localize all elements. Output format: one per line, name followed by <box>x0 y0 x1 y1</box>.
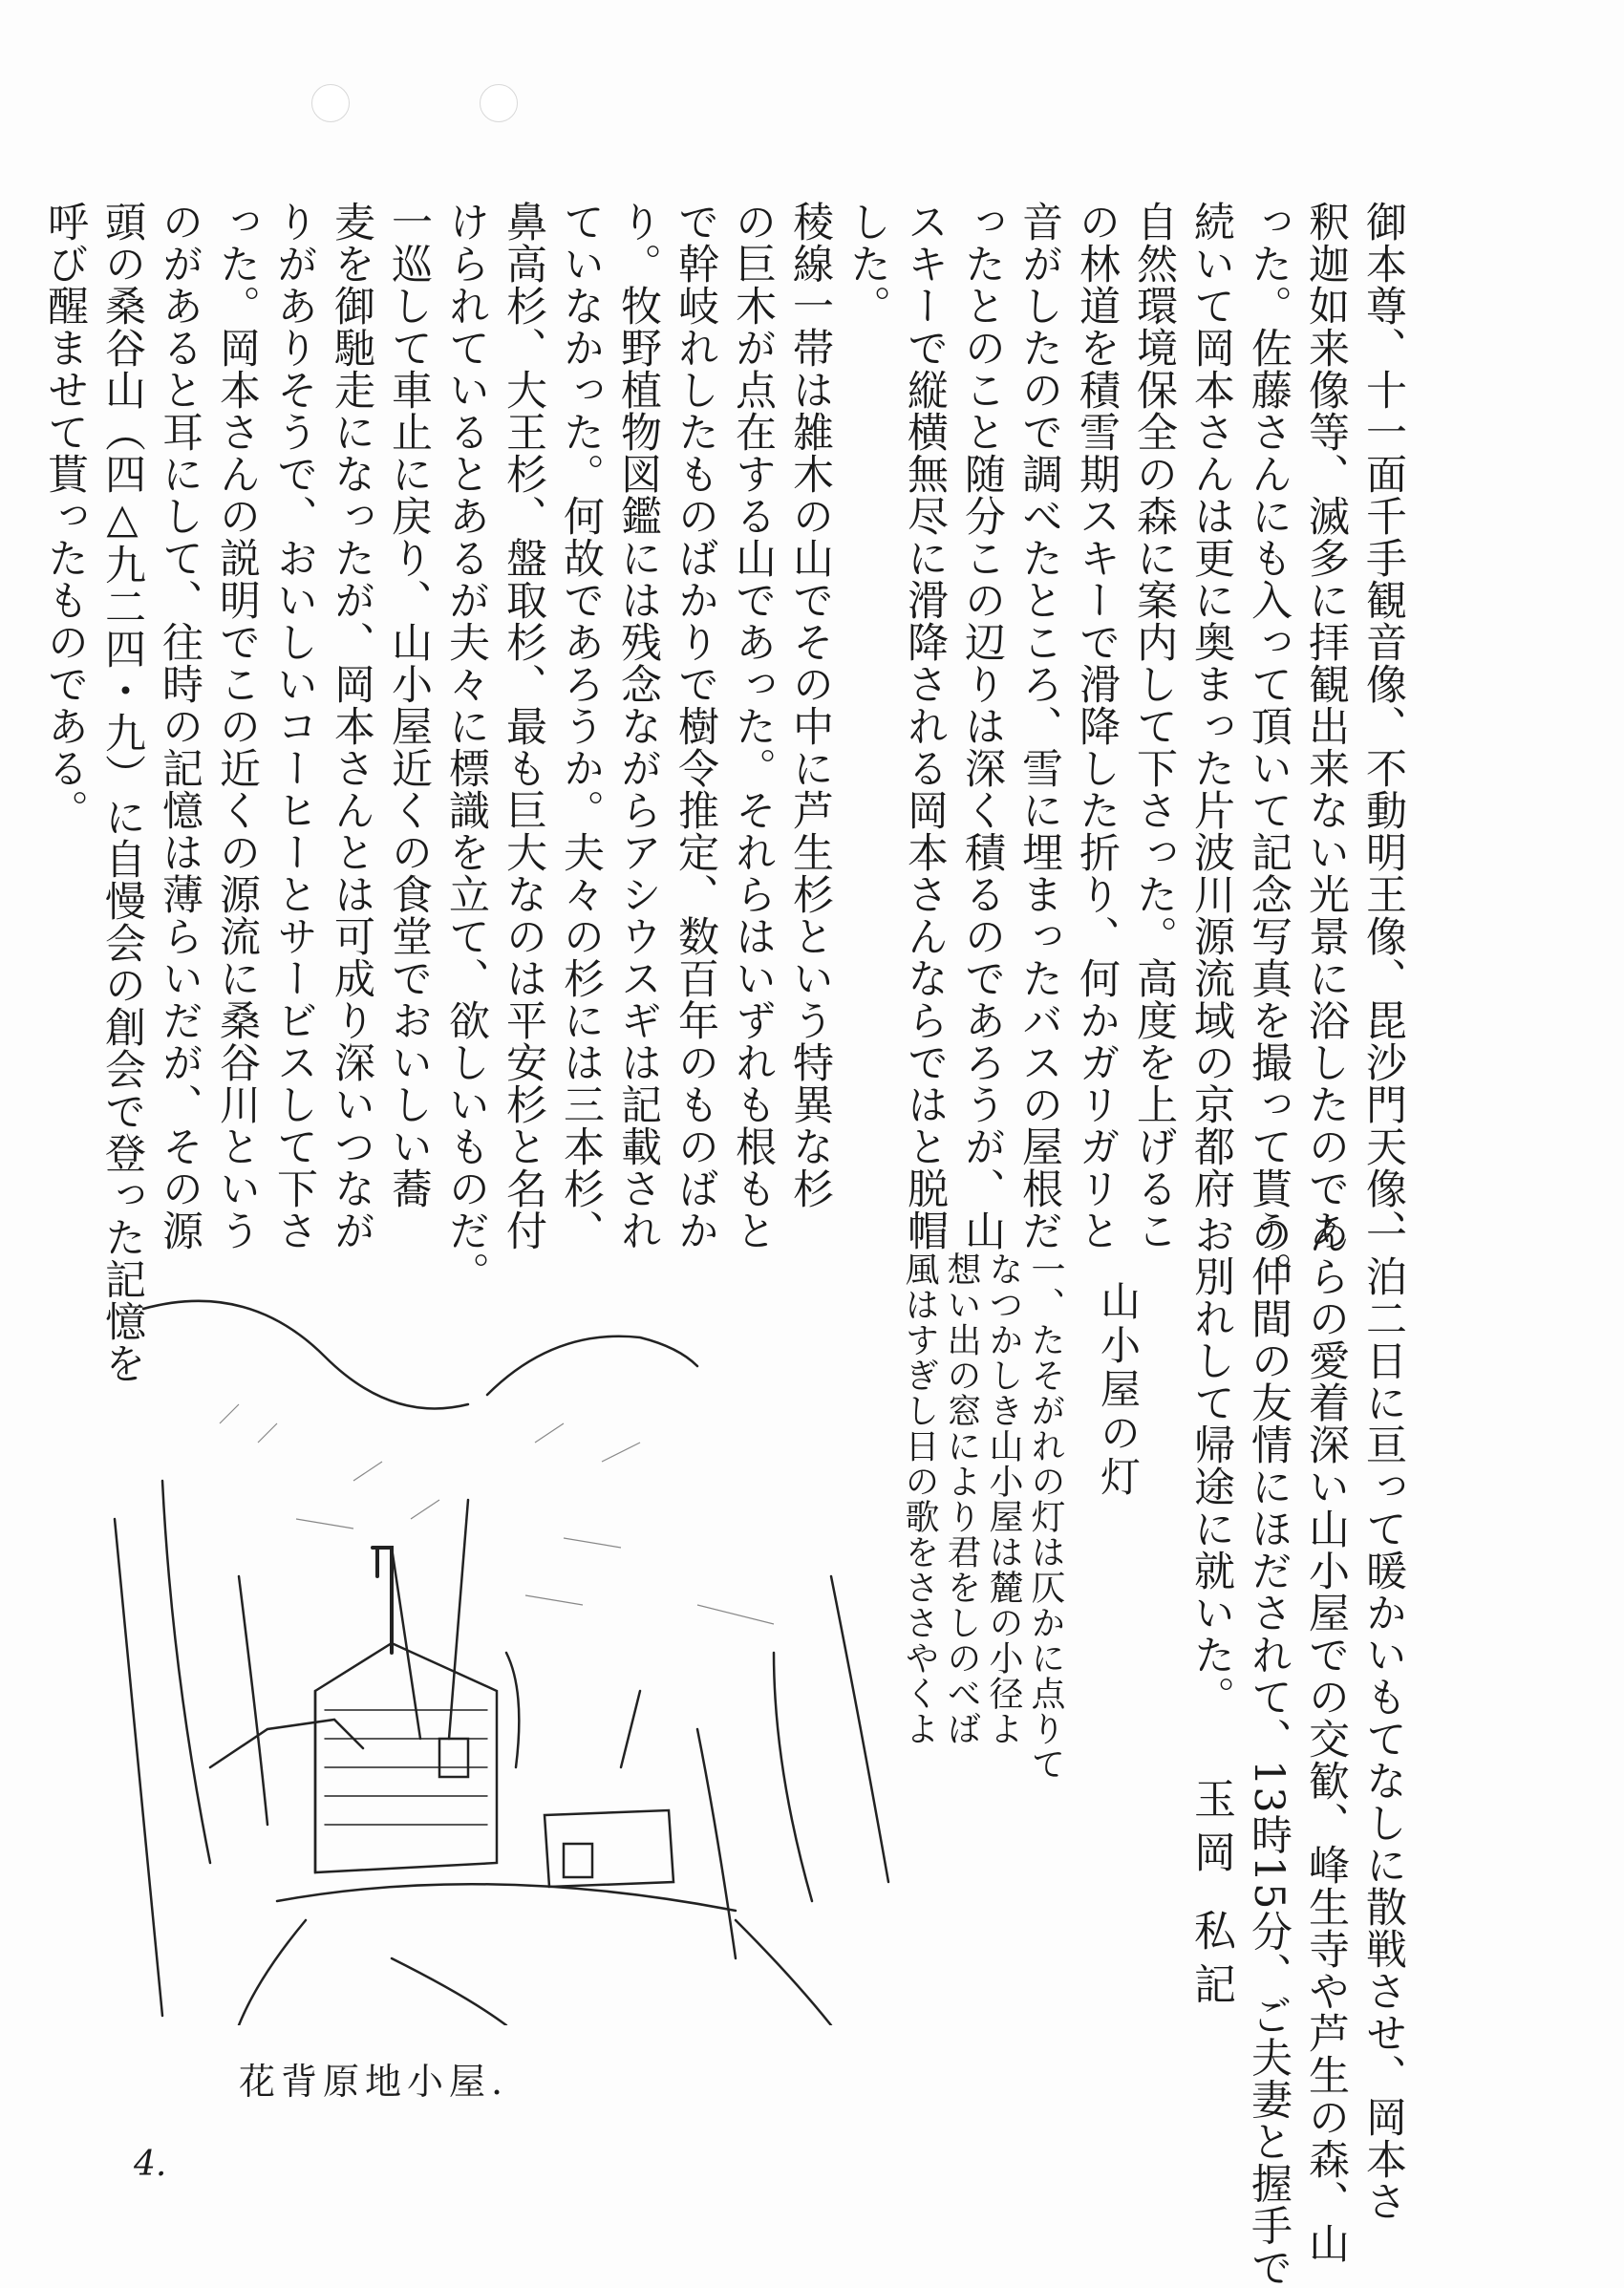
poem-line: なつかしき山小屋は麓の小径よ <box>984 1251 1023 1746</box>
text-line: の巨木が点在する山であった。それらはいずれも根もと <box>729 201 777 1251</box>
text-line: 麦を御馳走になったが、岡本さんとは可成り深いつなが <box>328 201 375 1251</box>
author-signature: 玉岡 私記 <box>1186 1777 1235 2016</box>
text-line: んらの愛着深い山小屋での交歓、峰生寺や芦生の森、山 <box>1302 1213 1350 2264</box>
text-line: 音がしたので調べたところ、雪に埋まったバスの屋根だ <box>1015 201 1063 1251</box>
text-line: 一泊二日に亘って暖かいもてなしに散戦させ、岡本さ <box>1359 1213 1407 2222</box>
text-line: 御本尊、十一面千手観音像、不動明王像、毘沙門天像、 <box>1359 201 1407 1251</box>
text-line: 稜線一帯は雑木の山でその中に芦生杉という特異な杉 <box>786 201 834 1209</box>
text-line: スキーで縦横無尽に滑降される岡本さんならではと脱帽 <box>901 201 949 1251</box>
text-line: 鼻高杉、大王杉、盤取杉、最も巨大なのは平安杉と名付 <box>500 201 547 1251</box>
poem-line: 風はすぎし日の歌をささやくよ <box>900 1251 939 1746</box>
text-line: けられているとあるが夫々に標識を立て、欲しいものだ。 <box>442 201 490 1294</box>
page-number: 4. <box>134 2145 167 2184</box>
poem-title: 山小屋の灯 <box>1095 1280 1142 1500</box>
text-line: の林道を積雪期スキーで滑降した折り、何かガリガリと <box>1073 201 1121 1251</box>
text-line: お別れして帰途に就いた。 <box>1187 1213 1235 1718</box>
text-line: 呼び醒ませて貰ったものである。 <box>41 201 89 831</box>
text-line: ていなかった。何故であろうか。夫々の杉には三本杉、 <box>557 201 605 1251</box>
text-line: りがありそうで、おいしいコーヒーとサービスして下さ <box>270 201 318 1251</box>
sketch-caption: 花背原地小屋. <box>239 2061 509 2103</box>
mountain-hut-sketch <box>105 1290 946 2025</box>
poem-line: 一、たそがれの灯は仄かに点りて <box>1026 1251 1065 1782</box>
text-line: で幹岐れしたものばかりで樹令推定、数百年のものばか <box>672 201 719 1251</box>
punch-hole <box>480 84 518 122</box>
text-line: の仲間の友情にほだされて、13時15分、ご夫妻と握手で <box>1245 1213 1293 2288</box>
text-line: ったとのこと随分この辺りは深く積るのであろうが、山 <box>958 201 1006 1251</box>
poem-line: 想い出の窓により君をしのべば <box>942 1251 981 1746</box>
text-line: のがあると耳にして、往時の記憶は薄らいだが、その源 <box>156 201 203 1251</box>
text-line: 一巡して車止に戻り、山小屋近くの食堂でおいしい蕎 <box>385 201 433 1209</box>
text-line: った。佐藤さんにも入って頂いて記念写真を撮って貰う。 <box>1245 201 1293 1294</box>
text-line: り。牧野植物図鑑には残念ながらアシウスギは記載され <box>614 201 662 1251</box>
text-line: 頭の桑谷山（四△九二四・九）に自慢会の創会で登った記憶を <box>98 201 146 1384</box>
text-line: 自然環境保全の森に案内して下さった。高度を上げるこ <box>1130 201 1178 1251</box>
upper-text-block <box>36 201 1412 1384</box>
text-line: 続いて岡本さんは更に奥まった片波川源流域の京都府 <box>1187 201 1235 1209</box>
punch-hole <box>311 84 350 122</box>
text-line: した。 <box>844 201 891 327</box>
text-line: 釈迦如来像等、滅多に拝観出来ない光景に浴したのであ <box>1302 201 1350 1251</box>
text-line: った。岡本さんの説明でこの近くの源流に桑谷川という <box>213 201 261 1251</box>
